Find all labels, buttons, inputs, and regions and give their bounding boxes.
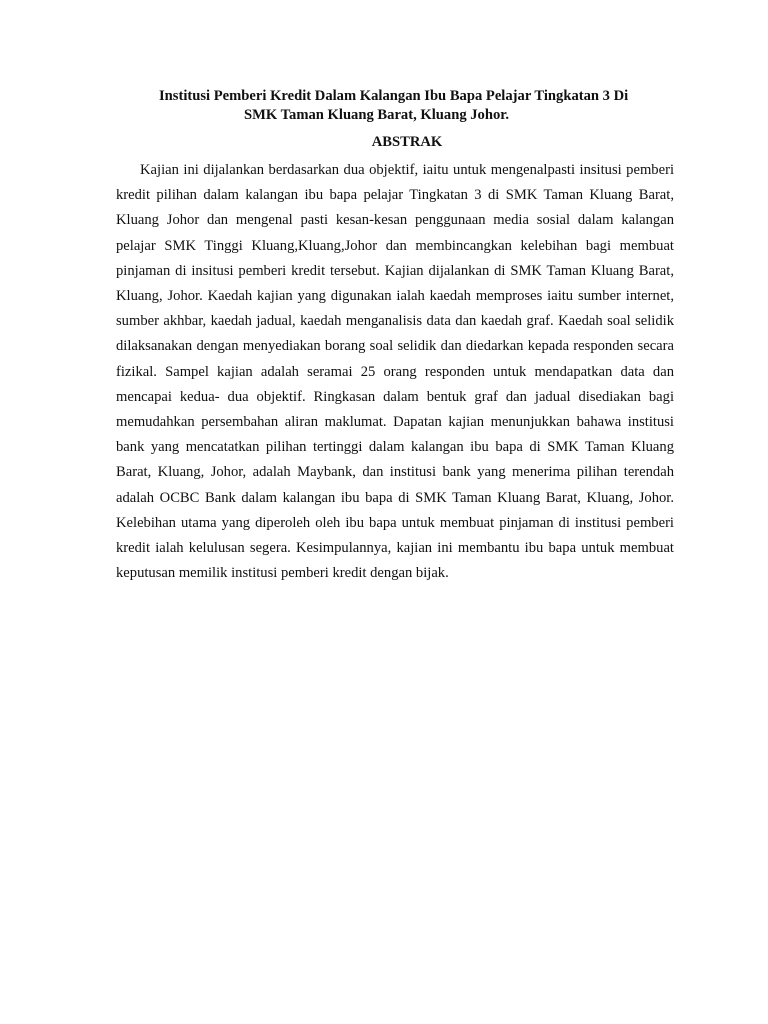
- title-line-2: SMK Taman Kluang Barat, Kluang Johor.: [244, 107, 510, 123]
- abstract-paragraph: Kajian ini dijalankan berdasarkan dua objektif, iaitu untuk mengenalpasti insitusi pemberi kredit pilihan dalam kalangan ibu bapa pelajar Tingkatan 3 di SMK Taman Kluang Barat, Kluang Johor dan mengenal pasti kesan-kesan penggunaan media sosial dalam kalangan pelajar SMK Tinggi Kluang,Kluang,Johor dan membincangkan kelebihan bagi membuat pinjaman di insitusi pemberi kredit tersebut. Kajian dijalankan di SMK Taman Kluang Barat, Kluang, Johor. Kaedah kajian yang digunakan ialah kaedah memproses iaitu sumber internet, sumber akhbar, kaedah jadual, kaedah menganalisis data dan kaedah graf. Kaedah soal selidik dilaksanakan dengan menyediakan borang soal selidik dan diedarkan kepada responden secara fizikal. Sampel kajian adalah seramai 25 orang responden untuk mendapatkan data dan mencapai kedua- dua objektif. Ringkasan dalam bentuk graf dan jadual disediakan bagi memudahkan persembahan aliran maklumat. Dapatan kajian menunjukkan bahawa institusi bank yang mencatatkan pilihan tertinggi dalam kalangan ibu bapa di SMK Taman Kluang Barat, Kluang, Johor, adalah Maybank, dan institusi bank yang menerima pilihan terendah adalah OCBC Bank dalam kalangan ibu bapa di SMK Taman Kluang Barat, Kluang, Johor. Kelebihan utama yang diperoleh oleh ibu bapa untuk membuat pinjaman di institusi pemberi kredit ialah kelulusan segera. Kesimpulannya, kajian ini membantu ibu bapa untuk membuat keputusan memilik institusi pemberi kredit dengan bijak.: [116, 162, 674, 582]
- title-line-1: Institusi Pemberi Kredit Dalam Kalangan Ibu Bapa Pelajar Tingkatan 3 Di: [159, 88, 629, 104]
- section-heading: ABSTRAK: [371, 134, 443, 150]
- document-title: [140, 87, 680, 125]
